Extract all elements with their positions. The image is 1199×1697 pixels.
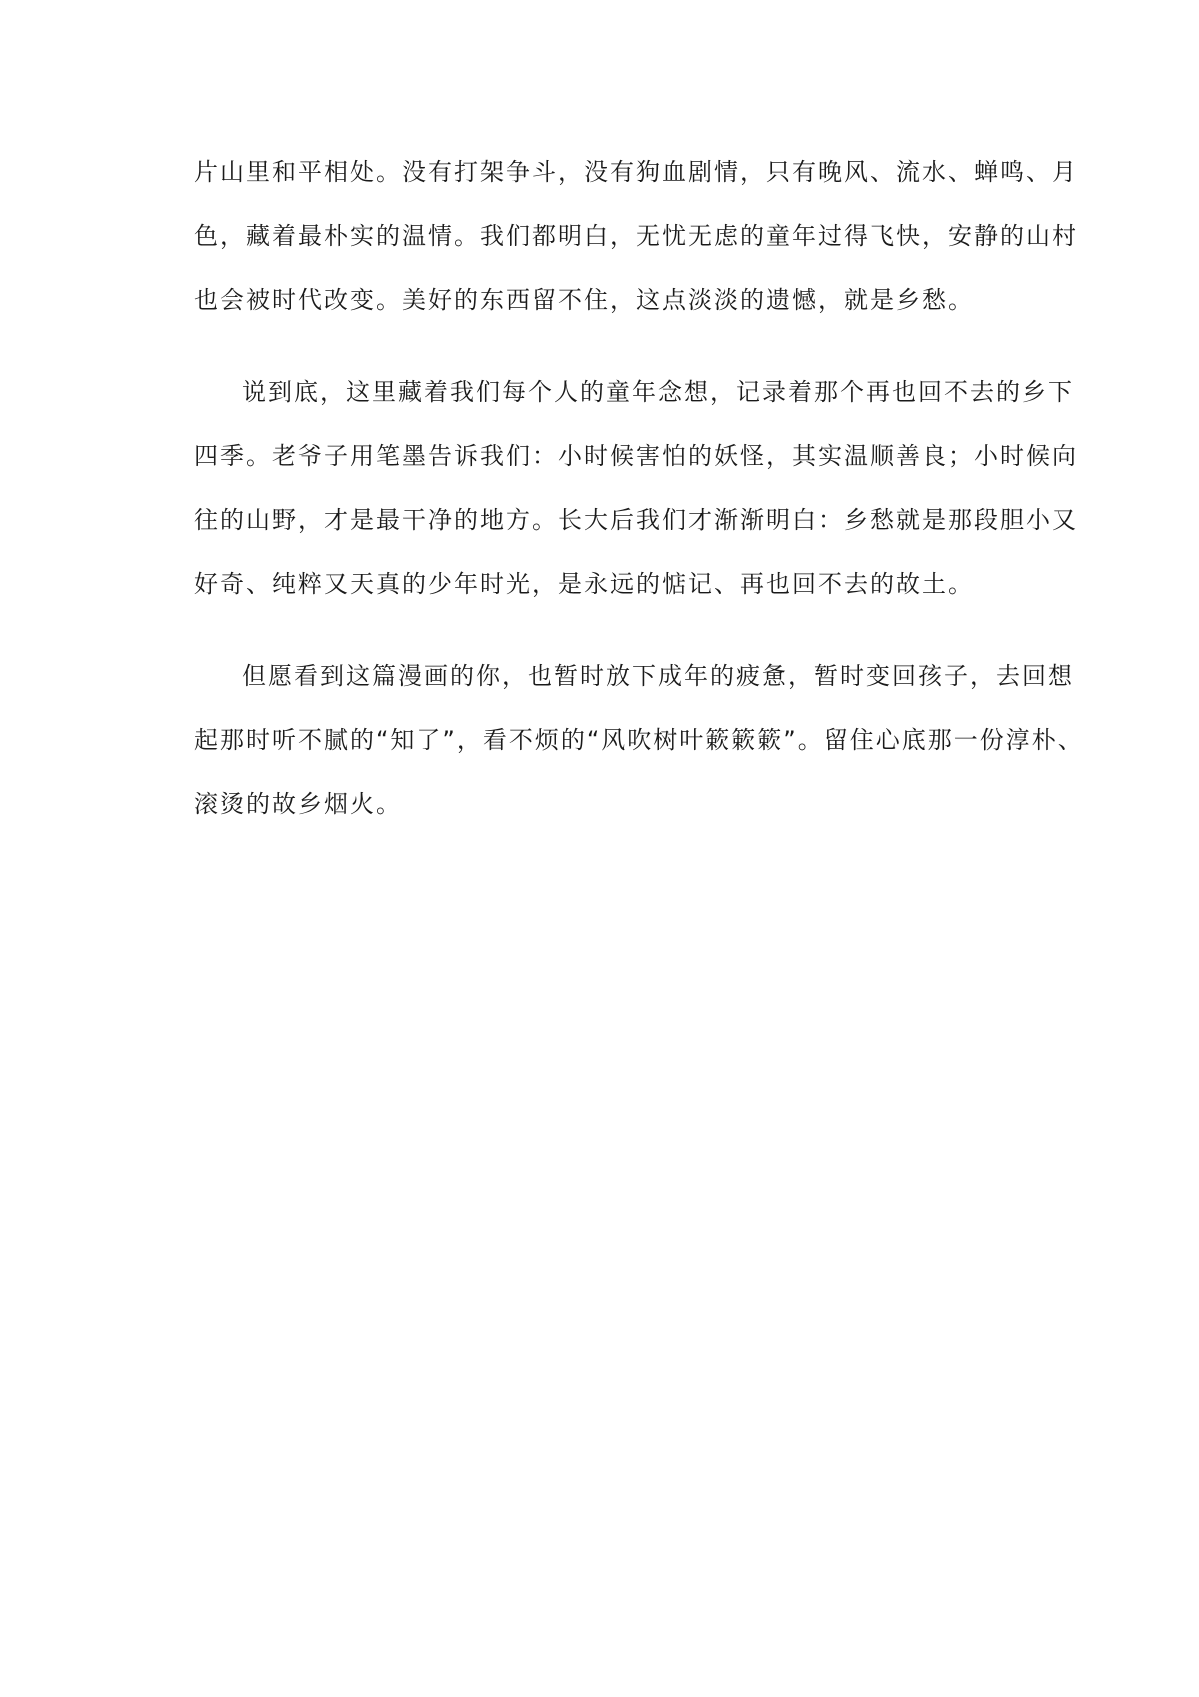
text-line: 但愿看到这篇漫画的你，也暂时放下成年的疲惫，暂时变回孩子，去回想 [242,662,1074,690]
text-line: 滚烫的故乡烟火。 [194,790,402,818]
paragraph-1 [194,152,1078,344]
paragraph-3 [194,656,1084,848]
article-body [194,152,1084,848]
text-line: 说到底，这里藏着我们每个人的童年念想，记录着那个再也回不去的乡下 [242,378,1074,406]
text-line: 色，藏着最朴实的温情。我们都明白，无忧无虑的童年过得飞快，安静的山村 [194,222,1078,250]
text-line: 四季。老爷子用笔墨告诉我们：小时候害怕的妖怪，其实温顺善良；小时候向 [194,442,1078,470]
text-line: 起那时听不腻的“知了”，看不烦的“风吹树叶簌簌簌”。留住心底那一份淳朴、 [194,726,1084,754]
text-line: 也会被时代改变。美好的东西留不住，这点淡淡的遗憾，就是乡愁。 [194,286,974,314]
paragraph-2 [194,372,1078,628]
text-line: 片山里和平相处。没有打架争斗，没有狗血剧情，只有晚风、流水、蝉鸣、月 [194,158,1078,186]
paragraph-gap [194,344,1010,372]
paragraph-gap [194,628,1010,656]
text-line: 往的山野，才是最干净的地方。长大后我们才渐渐明白：乡愁就是那段胆小又 [194,506,1078,534]
text-line: 好奇、纯粹又天真的少年时光，是永远的惦记、再也回不去的故土。 [194,570,974,598]
